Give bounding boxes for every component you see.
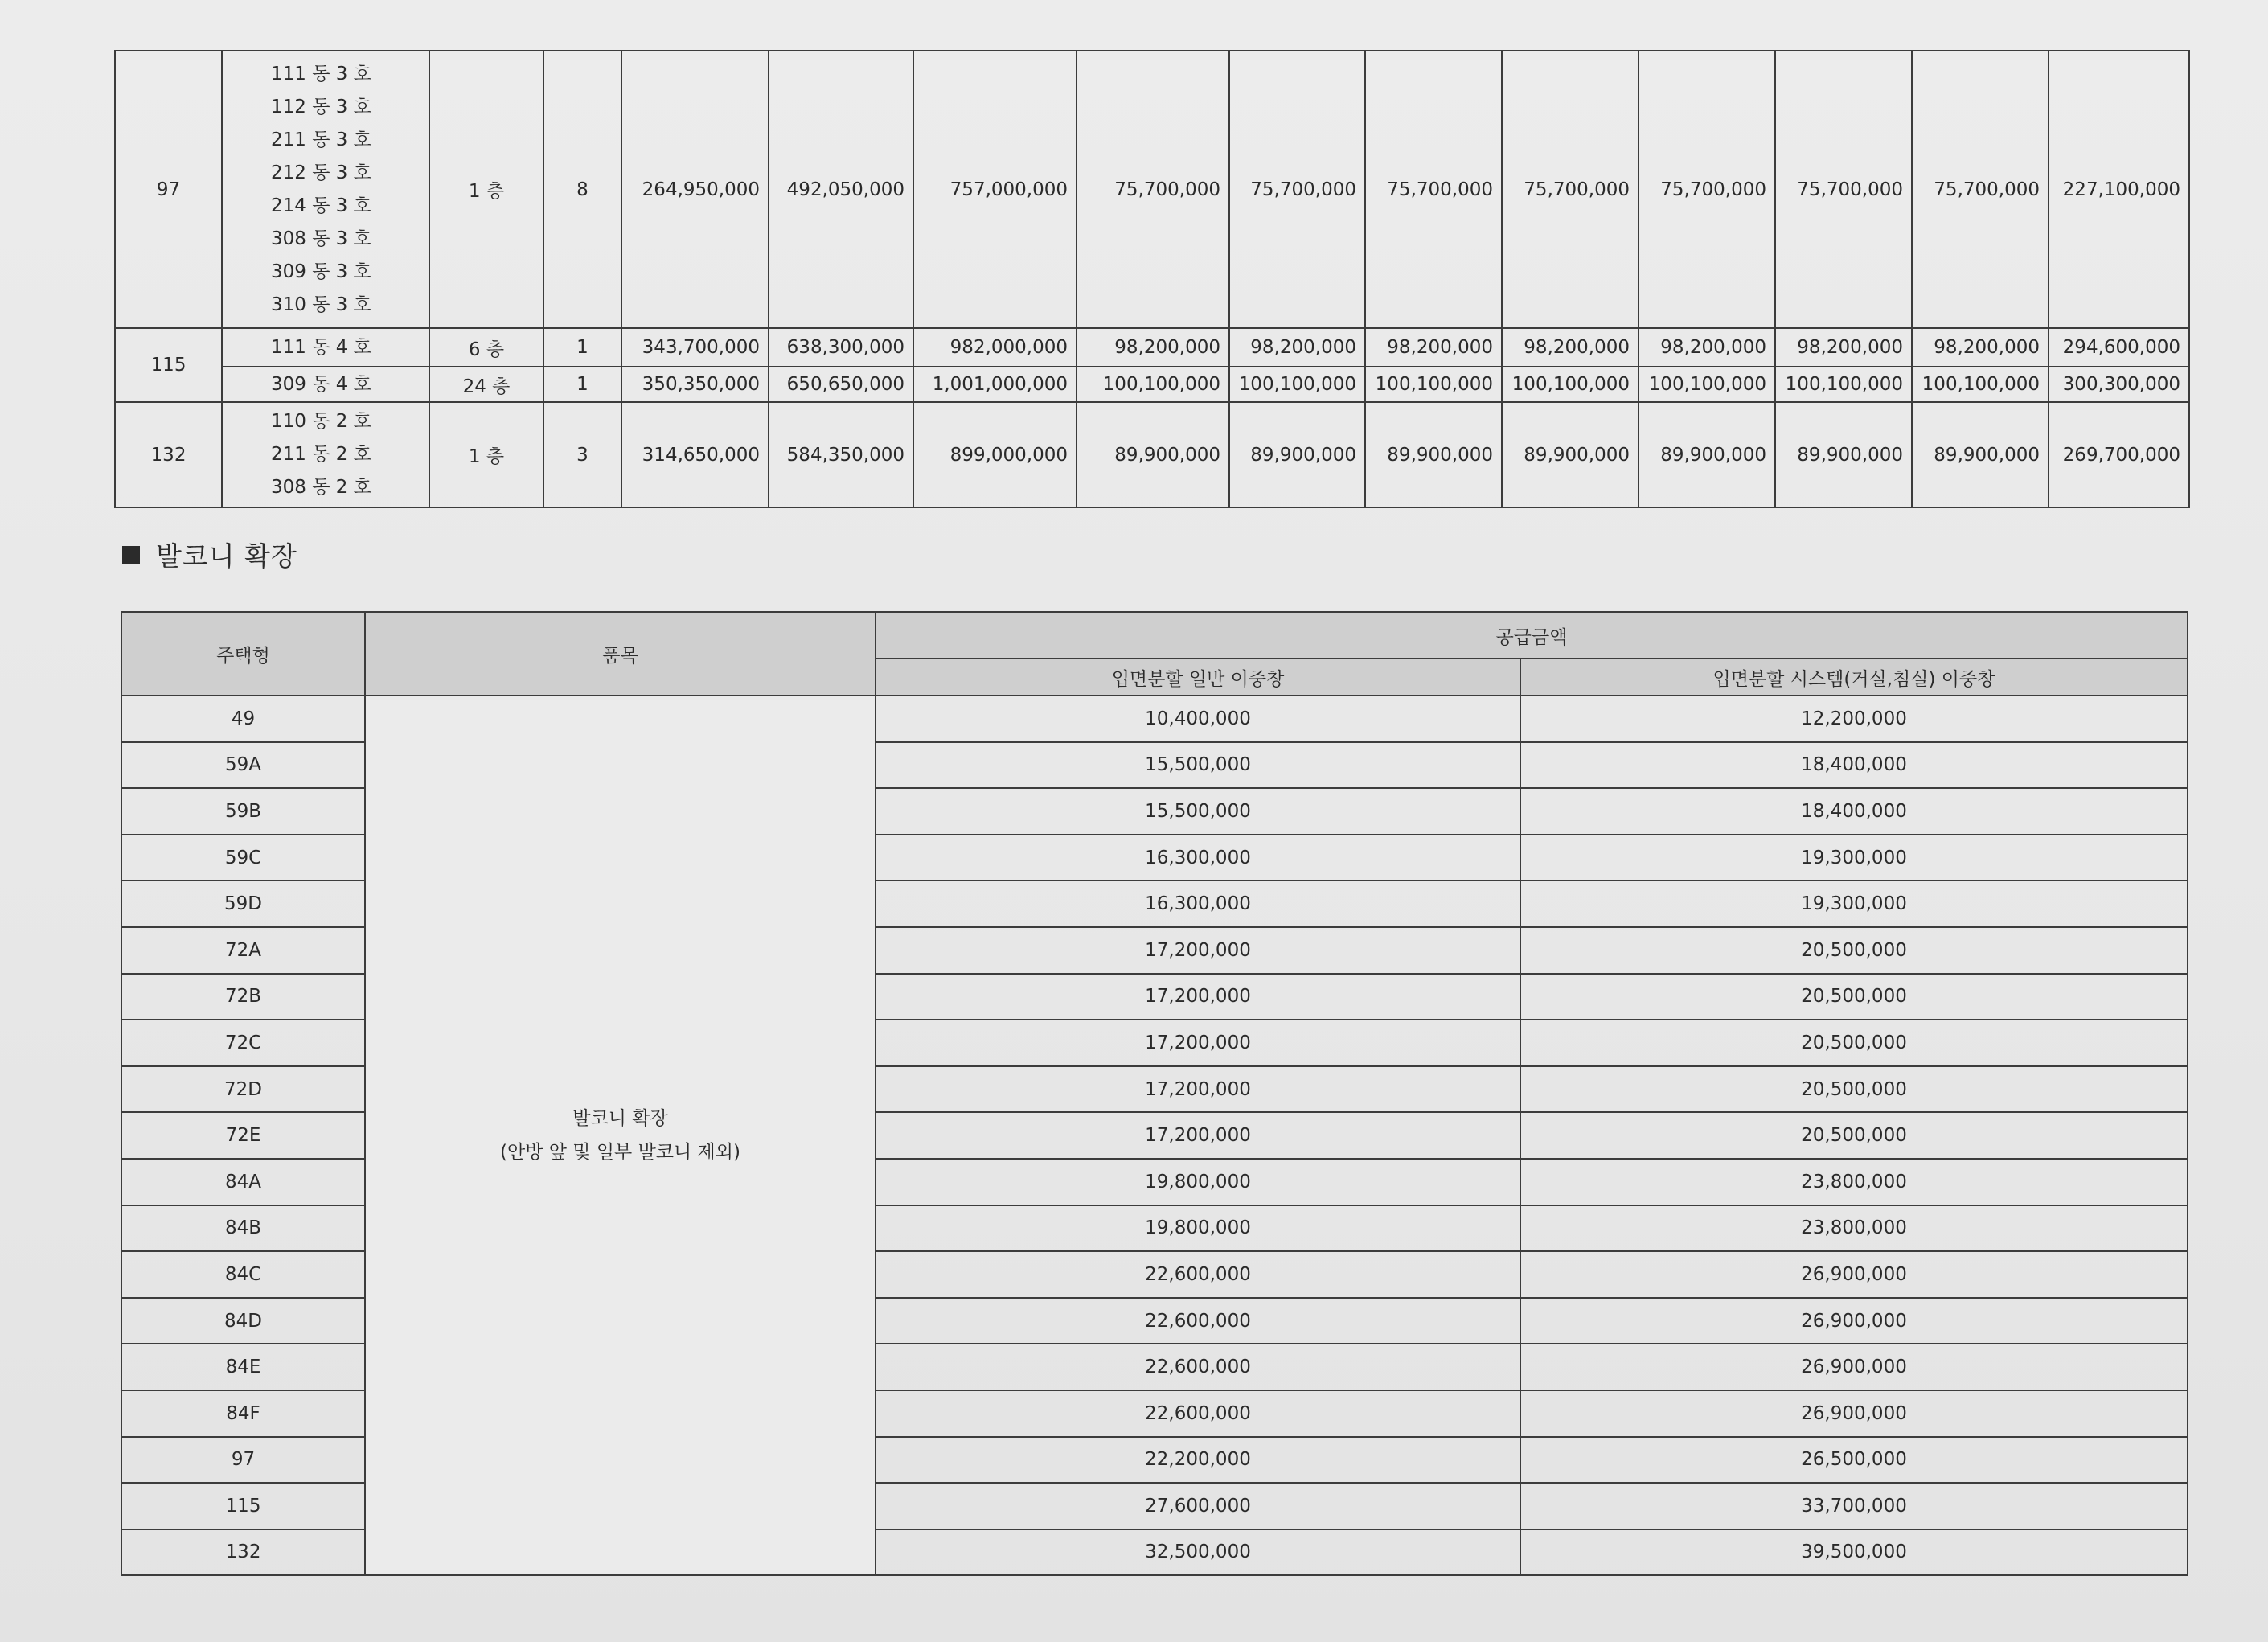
house-type-cell: 84A (121, 1159, 365, 1205)
table-row (115, 402, 2189, 507)
price-cell: 75,700,000 (1229, 51, 1365, 328)
price-cell: 100,100,000 (1775, 367, 1912, 402)
system-window-header: 입면분할 시스템(거실,침실) 이중창 (1520, 659, 2188, 696)
price-cell: 89,900,000 (1502, 402, 1638, 507)
price-cell: 98,200,000 (1229, 328, 1365, 367)
unit-label: 111 동 4 호 (222, 328, 429, 367)
house-type-cell: 72E (121, 1112, 365, 1159)
table-row (115, 51, 2189, 328)
unit-label: 111 동 3 호 (271, 63, 371, 84)
price-cell: 98,200,000 (1077, 328, 1229, 367)
balcony-table (121, 611, 2188, 1576)
price-cell: 100,100,000 (1638, 367, 1775, 402)
price-cell: 100,100,000 (1912, 367, 2049, 402)
system-window-price-cell: 18,400,000 (1520, 742, 2188, 789)
system-window-price-cell: 39,500,000 (1520, 1529, 2188, 1576)
general-window-header: 입면분할 일반 이중창 (876, 659, 1520, 696)
price-cell: 75,700,000 (1502, 51, 1638, 328)
general-window-price-cell: 17,200,000 (876, 1066, 1520, 1113)
unit-label: 310 동 3 호 (271, 294, 371, 315)
price-cell: 75,700,000 (1077, 51, 1229, 328)
price-cell: 100,100,000 (1229, 367, 1365, 402)
system-window-price-cell: 19,300,000 (1520, 881, 2188, 927)
general-window-price-cell: 19,800,000 (876, 1159, 1520, 1205)
unit-label: 211 동 2 호 (271, 444, 371, 465)
price-cell: 100,100,000 (1365, 367, 1502, 402)
price-cell: 350,350,000 (621, 367, 769, 402)
system-window-price-cell: 20,500,000 (1520, 927, 2188, 974)
square-bullet-icon (122, 546, 140, 564)
general-window-price-cell: 10,400,000 (876, 696, 1520, 742)
count-cell: 1 (543, 367, 621, 402)
general-window-price-cell: 32,500,000 (876, 1529, 1520, 1576)
count-cell: 8 (543, 51, 621, 328)
item-label-note: (안방 앞 및 일부 발코니 제외) (500, 1142, 740, 1164)
section-title-text: 발코니 확장 (156, 540, 297, 572)
house-type-cell: 72D (121, 1066, 365, 1113)
unit-label: 309 동 4 호 (222, 367, 429, 402)
price-cell: 89,900,000 (1775, 402, 1912, 507)
system-window-price-cell: 26,500,000 (1520, 1437, 2188, 1484)
item-label: 발코니 확장 (572, 1108, 668, 1130)
price-cell: 89,900,000 (1077, 402, 1229, 507)
price-cell: 89,900,000 (1638, 402, 1775, 507)
table-row (121, 696, 2188, 742)
house-type-cell: 115 (121, 1483, 365, 1529)
system-window-price-cell: 23,800,000 (1520, 1159, 2188, 1205)
floor-cell: 24 층 (429, 367, 543, 402)
house-type-cell: 84F (121, 1390, 365, 1437)
general-window-price-cell: 22,200,000 (876, 1437, 1520, 1484)
unit-label: 309 동 3 호 (271, 261, 371, 282)
price-cell: 98,200,000 (1638, 328, 1775, 367)
house-type-cell: 72B (121, 974, 365, 1020)
price-cell: 294,600,000 (2049, 328, 2189, 367)
item-cell (365, 696, 876, 1575)
price-cell: 227,100,000 (2049, 51, 2189, 328)
general-window-price-cell: 22,600,000 (876, 1390, 1520, 1437)
price-cell: 98,200,000 (1365, 328, 1502, 367)
price-cell: 584,350,000 (769, 402, 913, 507)
system-window-price-cell: 26,900,000 (1520, 1298, 2188, 1344)
price-cell: 757,000,000 (913, 51, 1077, 328)
unit-label: 212 동 3 호 (271, 162, 371, 183)
system-window-price-cell: 26,900,000 (1520, 1344, 2188, 1390)
price-cell: 100,100,000 (1502, 367, 1638, 402)
price-cell: 638,300,000 (769, 328, 913, 367)
general-window-price-cell: 22,600,000 (876, 1298, 1520, 1344)
table-row (115, 367, 2189, 402)
price-cell: 264,950,000 (621, 51, 769, 328)
price-cell: 100,100,000 (1077, 367, 1229, 402)
floor-cell: 1 층 (429, 402, 543, 507)
general-window-price-cell: 22,600,000 (876, 1251, 1520, 1298)
section-title (122, 536, 297, 573)
general-window-price-cell: 27,600,000 (876, 1483, 1520, 1529)
unit-label: 214 동 3 호 (271, 195, 371, 216)
house-type-cell: 59C (121, 835, 365, 881)
balcony-table-body (121, 696, 2188, 1575)
system-window-price-cell: 26,900,000 (1520, 1390, 2188, 1437)
general-window-price-cell: 22,600,000 (876, 1344, 1520, 1390)
system-window-price-cell: 19,300,000 (1520, 835, 2188, 881)
house-type-cell: 132 (115, 402, 222, 507)
price-cell: 98,200,000 (1912, 328, 2049, 367)
system-window-price-cell: 20,500,000 (1520, 1066, 2188, 1113)
general-window-price-cell: 17,200,000 (876, 1112, 1520, 1159)
system-window-price-cell: 20,500,000 (1520, 1112, 2188, 1159)
unit-list-cell (222, 402, 429, 507)
item-header: 품목 (365, 612, 876, 696)
header-row (121, 612, 2188, 659)
price-cell: 75,700,000 (1912, 51, 2049, 328)
house-type-cell: 84C (121, 1251, 365, 1298)
house-type-cell: 72A (121, 927, 365, 974)
count-cell: 1 (543, 328, 621, 367)
price-cell: 98,200,000 (1775, 328, 1912, 367)
system-window-price-cell: 33,700,000 (1520, 1483, 2188, 1529)
count-cell: 3 (543, 402, 621, 507)
general-window-price-cell: 15,500,000 (876, 788, 1520, 835)
unit-label: 110 동 2 호 (271, 411, 371, 432)
price-cell: 492,050,000 (769, 51, 913, 328)
general-window-price-cell: 17,200,000 (876, 927, 1520, 974)
house-type-cell: 84D (121, 1298, 365, 1344)
price-cell: 343,700,000 (621, 328, 769, 367)
floor-cell: 6 층 (429, 328, 543, 367)
system-window-price-cell: 20,500,000 (1520, 1020, 2188, 1066)
price-cell: 89,900,000 (1912, 402, 2049, 507)
price-table (114, 50, 2190, 508)
system-window-price-cell: 18,400,000 (1520, 788, 2188, 835)
price-cell: 269,700,000 (2049, 402, 2189, 507)
price-cell: 89,900,000 (1229, 402, 1365, 507)
floor-cell: 1 층 (429, 51, 543, 328)
type-header: 주택형 (121, 612, 365, 696)
price-cell: 300,300,000 (2049, 367, 2189, 402)
price-cell: 650,650,000 (769, 367, 913, 402)
price-cell: 75,700,000 (1775, 51, 1912, 328)
house-type-cell: 115 (115, 328, 222, 402)
price-cell: 314,650,000 (621, 402, 769, 507)
house-type-cell: 84B (121, 1205, 365, 1252)
unit-label: 308 동 3 호 (271, 228, 371, 249)
price-cell: 899,000,000 (913, 402, 1077, 507)
house-type-cell: 72C (121, 1020, 365, 1066)
general-window-price-cell: 17,200,000 (876, 974, 1520, 1020)
unit-label: 112 동 3 호 (271, 96, 371, 117)
general-window-price-cell: 19,800,000 (876, 1205, 1520, 1252)
house-type-cell: 97 (121, 1437, 365, 1484)
house-type-cell: 132 (121, 1529, 365, 1576)
general-window-price-cell: 15,500,000 (876, 742, 1520, 789)
house-type-cell: 84E (121, 1344, 365, 1390)
table-row (115, 328, 2189, 367)
unit-list-cell (222, 51, 429, 328)
price-cell: 982,000,000 (913, 328, 1077, 367)
unit-label: 211 동 3 호 (271, 129, 371, 150)
house-type-cell: 59A (121, 742, 365, 789)
system-window-price-cell: 26,900,000 (1520, 1251, 2188, 1298)
price-cell: 89,900,000 (1365, 402, 1502, 507)
general-window-price-cell: 16,300,000 (876, 881, 1520, 927)
system-window-price-cell: 23,800,000 (1520, 1205, 2188, 1252)
house-type-cell: 59B (121, 788, 365, 835)
system-window-price-cell: 12,200,000 (1520, 696, 2188, 742)
house-type-cell: 59D (121, 881, 365, 927)
house-type-cell: 97 (115, 51, 222, 328)
general-window-price-cell: 16,300,000 (876, 835, 1520, 881)
price-cell: 75,700,000 (1365, 51, 1502, 328)
supply-header: 공급금액 (876, 612, 2188, 659)
house-type-cell: 49 (121, 696, 365, 742)
price-cell: 75,700,000 (1638, 51, 1775, 328)
general-window-price-cell: 17,200,000 (876, 1020, 1520, 1066)
unit-label: 308 동 2 호 (271, 477, 371, 498)
price-cell: 98,200,000 (1502, 328, 1638, 367)
system-window-price-cell: 20,500,000 (1520, 974, 2188, 1020)
price-cell: 1,001,000,000 (913, 367, 1077, 402)
